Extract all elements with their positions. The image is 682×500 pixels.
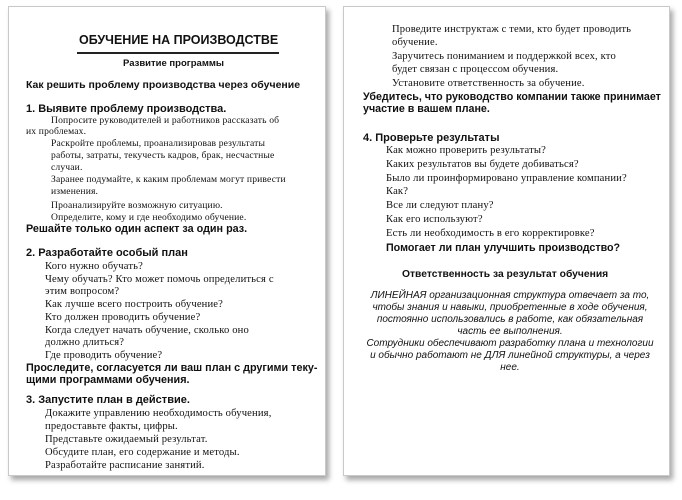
r-line: обучение. [392, 37, 438, 48]
ensure-line: участие в вашем плане. [363, 103, 490, 115]
document-page-left [8, 6, 326, 476]
s2-closing: щими программами обучения. [26, 374, 190, 386]
s2-line: Кто должен проводить обучение? [45, 312, 201, 323]
s1-line: работы, затраты, текучесть кадров, брак, несчастные [51, 150, 275, 161]
intro-line: Как решить проблему производства через обучение [26, 79, 301, 91]
s1-line: Заранее подумайте, к каким проблемам могут привести [51, 174, 286, 185]
r-line: будет связан с процессом обучения. [392, 64, 559, 75]
s4-line: Как его используют? [386, 214, 483, 225]
s2-line: этим вопросом? [45, 286, 120, 297]
s1-closing: Решайте только один аспект за один раз. [26, 223, 248, 235]
s4-line: Каких результатов вы будете добиваться? [386, 159, 579, 170]
document-page-right [343, 6, 670, 476]
section-2-heading: 2. Разработайте особый план [26, 247, 188, 259]
section-3-heading: 3. Запустите план в действие. [26, 394, 190, 406]
s1-line: Попросите руководителей и работников рассказать об [51, 115, 280, 126]
s1-line: Проанализируйте возможную ситуацию. [51, 200, 223, 211]
page-subtitle: Развитие программы [123, 58, 224, 69]
s1-line: Определите, кому и где необходимо обучение. [51, 212, 247, 223]
ensure-line: Убедитесь, что руководство компании также принимает [363, 91, 661, 103]
r-line: Проведите инструктаж с теми, кто будет проводить [392, 24, 632, 35]
s1-line: их проблемах. [26, 126, 87, 137]
s1-line: изменения. [51, 186, 99, 197]
s3-line: Представьте ожидаемый результат. [45, 434, 208, 445]
s4-line: Как? [386, 186, 409, 197]
s3-line: предоставьте факты, цифры. [45, 421, 178, 432]
r-line: Установите ответственность за обучение. [392, 78, 585, 89]
s2-line: Когда следует начать обучение, сколько оно [45, 325, 249, 336]
responsibility-paragraph-1: ЛИНЕЙНАЯ организационная структура отвечает за то, чтобы знания и навыки, приобретенные в ходе обучения, постоянно использовались в работе, как обязательная часть ее выполнения. [370, 290, 650, 337]
s2-line: должно длиться? [45, 337, 125, 348]
s4-line: Все ли следуют плану? [386, 200, 494, 211]
section-1-heading: 1. Выявите проблему производства. [26, 103, 227, 115]
s1-line: случаи. [51, 162, 83, 173]
section-4-heading: 4. Проверьте результаты [363, 132, 500, 144]
s4-line: Было ли проинформировано управление компании? [386, 173, 627, 184]
s2-line: Где проводить обучение? [45, 350, 163, 361]
s4-closing: Помогает ли план улучшить производство? [386, 242, 621, 254]
page-title: ОБУЧЕНИЕ НА ПРОИЗВОДСТВЕ [79, 33, 279, 47]
s4-line: Как можно проверить результаты? [386, 145, 546, 156]
title-underline [77, 52, 279, 54]
s3-line: Докажите управлению необходимость обучения, [45, 408, 272, 419]
responsibility-heading: Ответственность за результат обучения [402, 269, 609, 280]
s2-line: Чему обучать? Кто может помочь определиться с [45, 274, 274, 285]
s3-line: Обсудите план, его содержание и методы. [45, 447, 240, 458]
r-line: Заручитесь пониманием и поддержкой всех, кто [392, 51, 616, 62]
s2-line: Как лучше всего построить обучение? [45, 299, 224, 310]
s2-closing: Проследите, согласуется ли ваш план с другими теку- [26, 362, 318, 374]
s4-line: Есть ли необходимость в его корректировке? [386, 228, 595, 239]
s3-line: Разработайте расписание занятий. [45, 460, 205, 471]
s2-line: Кого нужно обучать? [45, 261, 143, 272]
responsibility-paragraph-2: Сотрудники обеспечивают разработку плана и технологии и обычно работают не ДЛЯ линейной структуры, а через нее. [366, 338, 654, 373]
s1-line: Раскройте проблемы, проанализировав результаты [51, 138, 266, 149]
